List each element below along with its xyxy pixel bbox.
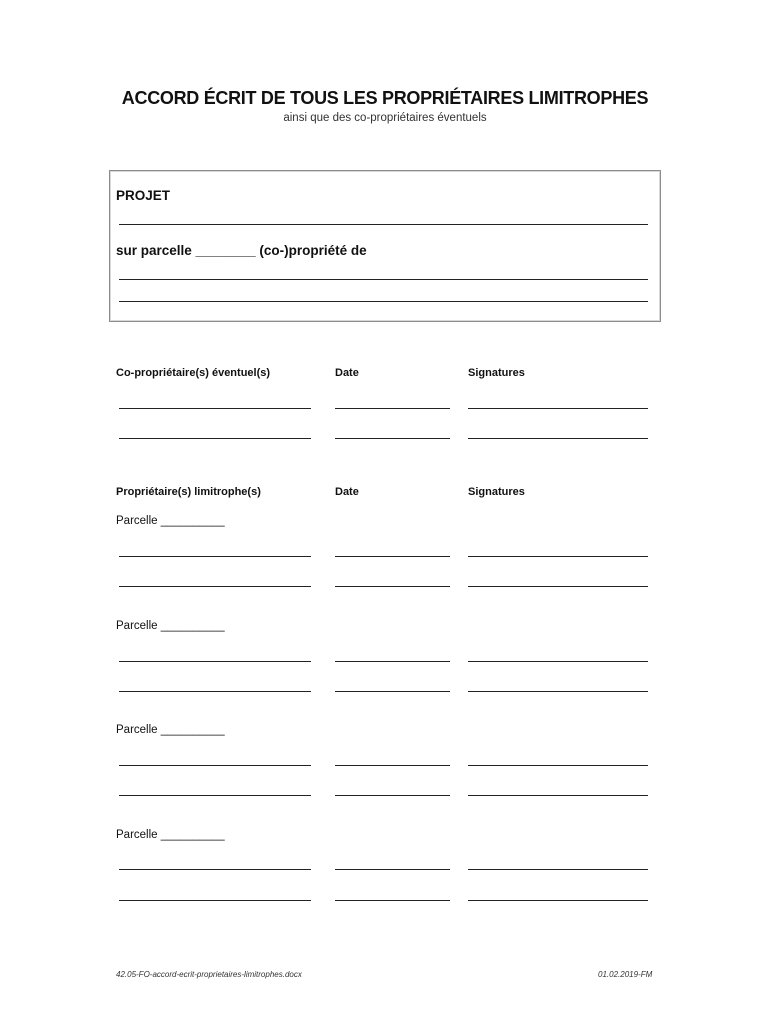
document-title: ACCORD ÉCRIT DE TOUS LES PROPRIÉTAIRES LIMITROPHES <box>121 88 649 108</box>
parcel-date-line <box>335 795 450 796</box>
copro-date-line <box>335 438 450 439</box>
parcel-date-line <box>335 661 450 662</box>
limitrophe-header-name: Propriétaire(s) limitrophe(s) <box>116 486 261 498</box>
parcel-signature-line <box>468 869 648 870</box>
parcel-name-line <box>119 661 311 662</box>
parcel-date-line <box>335 691 450 692</box>
parcel-name-line <box>119 869 311 870</box>
parcel-date-line <box>335 586 450 587</box>
parcel-name-line <box>119 795 311 796</box>
parcel-name-line <box>119 691 311 692</box>
copro-date-line <box>335 408 450 409</box>
parcel-signature-line <box>468 900 648 901</box>
parcel-name-line <box>119 765 311 766</box>
parcel-label: Parcelle __________ <box>116 515 225 527</box>
copro-name-line <box>119 408 311 409</box>
parcel-name-line <box>119 900 311 901</box>
copro-name-line <box>119 438 311 439</box>
copro-signature-line <box>468 408 648 409</box>
projet-line-2 <box>119 279 648 280</box>
parcel-label: Parcelle __________ <box>116 620 225 632</box>
limitrophe-header-signatures: Signatures <box>468 486 525 498</box>
parcel-signature-line <box>468 795 648 796</box>
limitrophe-header-date: Date <box>335 486 359 498</box>
projet-line-3 <box>119 301 648 302</box>
document-subtitle: ainsi que des co-propriétaires éventuels <box>283 112 487 124</box>
footer-date: 01.02.2019-FM <box>598 970 653 979</box>
copro-signature-line <box>468 438 648 439</box>
projet-line-1 <box>119 224 648 225</box>
parcel-name-line <box>119 556 311 557</box>
parcel-label: Parcelle __________ <box>116 724 225 736</box>
copro-header-name: Co-propriétaire(s) éventuel(s) <box>116 367 271 379</box>
parcel-date-line <box>335 869 450 870</box>
parcel-signature-line <box>468 556 648 557</box>
parcel-date-line <box>335 765 450 766</box>
parcel-signature-line <box>468 765 648 766</box>
footer-filename: 42.05-FO-accord-ecrit-proprietaires-limitrophes.docx <box>116 970 302 979</box>
parcel-date-line <box>335 900 450 901</box>
parcel-date-line <box>335 556 450 557</box>
parcel-signature-line <box>468 661 648 662</box>
copro-header-date: Date <box>335 367 359 379</box>
projet-parcelle-text: sur parcelle ________ (co-)propriété de <box>116 243 367 258</box>
projet-label: PROJET <box>116 188 171 203</box>
parcel-signature-line <box>468 691 648 692</box>
parcel-signature-line <box>468 586 648 587</box>
parcel-label: Parcelle __________ <box>116 829 225 841</box>
copro-header-signatures: Signatures <box>468 367 525 379</box>
parcel-name-line <box>119 586 311 587</box>
